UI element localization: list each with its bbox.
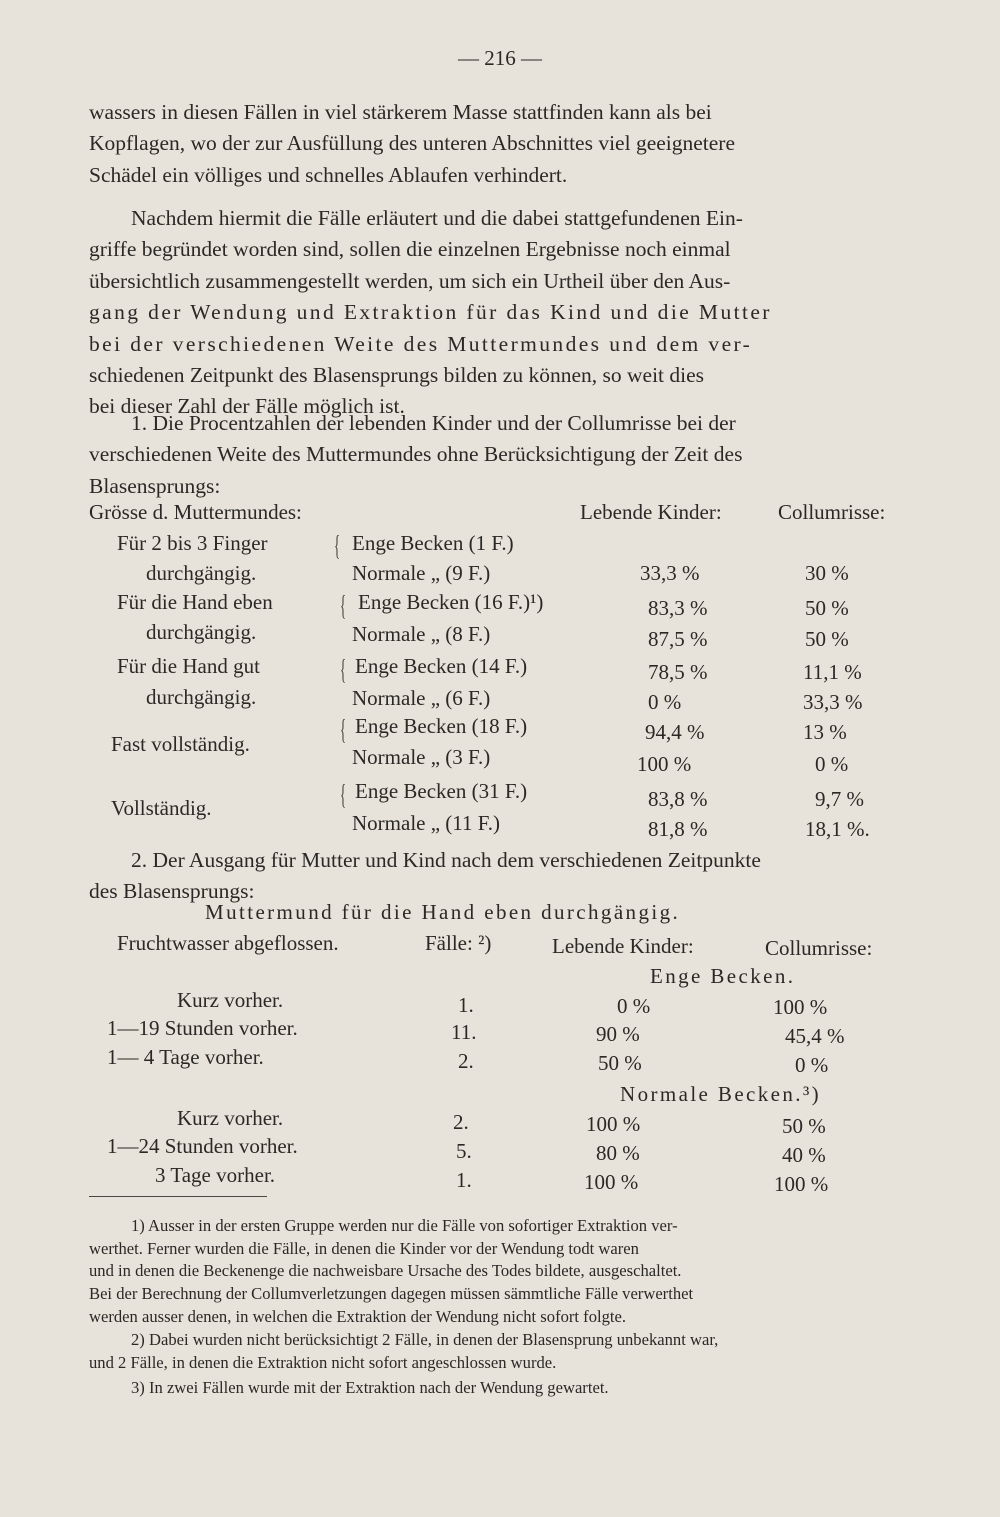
table-2-subtitle: Muttermund für die Hand eben durchgängig. (205, 900, 681, 924)
ruptures-cell: 0 % (815, 752, 849, 776)
footnote-line: Bei der Berechnung der Collumverletzungen dagegen müssen sämmtliche Fälle verwerthet (89, 1284, 694, 1304)
cases-cell: 1. (456, 1168, 472, 1192)
group-label: Für 2 bis 3 Finger (117, 531, 268, 555)
summary-paragraph (89, 203, 906, 423)
children-cell: 83,8 % (648, 787, 708, 811)
column-header-size: Grösse d. Muttermundes: (89, 500, 302, 524)
children-cell: 81,8 % (648, 817, 708, 841)
intro-paragraph (89, 97, 906, 191)
text-line: bei der verschiedenen Weite des Muttermundes und dem ver- (89, 331, 753, 356)
footnote-divider (89, 1196, 267, 1197)
pelvis-cell: Normale „ (11 F.) (352, 811, 500, 835)
text-line: gang der Wendung und Extraktion für das Kind und die Mutter (89, 300, 772, 325)
time-cell: 1— 4 Tage vorher. (107, 1045, 264, 1069)
text-line: Schädel ein völliges und schnelles Ablaufen verhindert. (89, 162, 568, 187)
cases-cell: 2. (453, 1110, 469, 1134)
column-header-ruptures: Collumrisse: (778, 500, 886, 524)
group-label: Für die Hand eben (117, 590, 273, 614)
text-line: des Blasensprungs: (89, 879, 255, 904)
pelvis-cell: Enge Becken (1 F.) (352, 531, 514, 555)
text-line: 1. Die Procentzahlen der lebenden Kinder und der Collumrisse bei der (131, 411, 736, 435)
ruptures-cell: 9,7 % (815, 787, 864, 811)
children-cell: 0 % (648, 690, 682, 714)
section-1-heading (89, 408, 906, 502)
time-cell: Kurz vorher. (177, 988, 284, 1012)
text-line: griffe begründet worden sind, sollen die einzelnen Ergebnisse noch einmal (89, 237, 731, 262)
ruptures-cell: 18,1 %. (805, 817, 870, 841)
brace-icon: { (340, 591, 347, 622)
text-line: verschiedenen Weite des Muttermundes ohne Berücksichtigung der Zeit des (89, 442, 743, 467)
children-cell: 50 % (598, 1051, 642, 1075)
cases-cell: 1. (458, 993, 474, 1017)
pelvis-cell: Enge Becken (16 F.)¹) (358, 590, 544, 614)
footnote-line: 3) In zwei Fällen wurde mit der Extraktion nach der Wendung gewartet. (131, 1378, 609, 1397)
time-cell: Kurz vorher. (177, 1106, 284, 1130)
children-cell: 94,4 % (645, 720, 705, 744)
text-line: 2. Der Ausgang für Mutter und Kind nach dem verschiedenen Zeitpunkte (131, 848, 761, 872)
children-cell: 100 % (586, 1112, 641, 1136)
children-cell: 100 % (637, 752, 692, 776)
brace-icon: { (340, 655, 347, 686)
column-header-cases: Fälle: ²) (425, 931, 492, 955)
footnote-line: werthet. Ferner wurden die Fälle, in denen die Kinder vor der Wendung todt waren (89, 1238, 639, 1258)
time-cell: 3 Tage vorher. (155, 1163, 276, 1187)
ruptures-cell: 0 % (795, 1053, 829, 1077)
children-cell: 0 % (617, 994, 651, 1018)
ruptures-cell: 100 % (773, 995, 828, 1019)
page-number: — 216 — (458, 46, 542, 70)
ruptures-cell: 50 % (805, 627, 849, 651)
pelvis-cell: Normale „ (6 F.) (352, 686, 491, 710)
children-cell: 87,5 % (648, 627, 708, 651)
children-cell: 83,3 % (648, 596, 708, 620)
pelvis-cell: Normale „ (9 F.) (352, 561, 491, 585)
footnote-line: und 2 Fälle, in denen die Extraktion nicht sofort angeschlossen wurde. (89, 1352, 557, 1372)
section-title: Normale Becken.³) (620, 1082, 822, 1106)
pelvis-cell: Normale „ (3 F.) (352, 745, 491, 769)
footnote-2 (89, 1329, 906, 1374)
column-header-water: Fruchtwasser abgeflossen. (117, 931, 339, 955)
brace-icon: { (340, 780, 347, 811)
ruptures-cell: 50 % (782, 1114, 826, 1138)
time-cell: 1—19 Stunden vorher. (107, 1016, 298, 1040)
footnote-line: werden ausser denen, in welchen die Extraktion der Wendung nicht sofort folgte. (89, 1306, 627, 1326)
text-line: Nachdem hiermit die Fälle erläutert und die dabei stattgefundenen Ein- (131, 206, 743, 230)
ruptures-cell: 11,1 % (803, 660, 862, 684)
section-2-heading (89, 845, 906, 908)
footnote-1 (89, 1215, 906, 1329)
group-label: Vollständig. (111, 796, 212, 820)
column-header-ruptures: Collumrisse: (765, 936, 873, 960)
brace-icon: { (340, 715, 347, 746)
group-label: durchgängig. (146, 685, 257, 709)
column-header-children: Lebende Kinder: (552, 934, 694, 958)
children-cell: 33,3 % (640, 561, 700, 585)
ruptures-cell: 13 % (803, 720, 847, 744)
group-label: Fast vollständig. (111, 732, 250, 756)
children-cell: 100 % (584, 1170, 639, 1194)
children-cell: 80 % (596, 1141, 640, 1165)
cases-cell: 5. (456, 1139, 472, 1163)
footnote-3 (89, 1377, 906, 1400)
footnote-line: und in denen die Beckenenge die nachweisbare Ursache des Todes bildete, ausgeschaltet. (89, 1261, 682, 1281)
cases-cell: 11. (451, 1020, 477, 1044)
text-line: übersichtlich zusammengestellt werden, um sich ein Urtheil über den Aus- (89, 268, 731, 293)
column-header-children: Lebende Kinder: (580, 500, 722, 524)
group-label: Für die Hand gut (117, 654, 260, 678)
text-line: schiedenen Zeitpunkt des Blasensprungs bilden zu können, so weit dies (89, 363, 705, 388)
pelvis-cell: Enge Becken (18 F.) (355, 714, 528, 738)
ruptures-cell: 100 % (774, 1172, 829, 1196)
ruptures-cell: 50 % (805, 596, 849, 620)
ruptures-cell: 40 % (782, 1143, 826, 1167)
text-line: wassers in diesen Fällen in viel stärkerem Masse stattfinden kann als bei (89, 100, 712, 124)
ruptures-cell: 33,3 % (803, 690, 863, 714)
text-line: Kopflagen, wo der zur Ausfüllung des unteren Abschnittes viel geeignetere (89, 131, 736, 156)
group-label: durchgängig. (146, 561, 257, 585)
footnote-line: 2) Dabei wurden nicht berücksichtigt 2 Fälle, in denen der Blasensprung unbekannt war, (131, 1330, 719, 1349)
pelvis-cell: Enge Becken (31 F.) (355, 779, 528, 803)
pelvis-cell: Normale „ (8 F.) (352, 622, 491, 646)
children-cell: 90 % (596, 1022, 640, 1046)
text-line: Blasensprungs: (89, 473, 221, 498)
children-cell: 78,5 % (648, 660, 708, 684)
ruptures-cell: 30 % (805, 561, 849, 585)
cases-cell: 2. (458, 1049, 474, 1073)
group-label: durchgängig. (146, 620, 257, 644)
time-cell: 1—24 Stunden vorher. (107, 1134, 298, 1158)
text-line: bei dieser Zahl der Fälle möglich ist. (89, 394, 405, 419)
ruptures-cell: 45,4 % (785, 1024, 845, 1048)
section-title: Enge Becken. (650, 964, 796, 988)
brace-icon: { (334, 531, 341, 562)
pelvis-cell: Enge Becken (14 F.) (355, 654, 528, 678)
footnote-line: 1) Ausser in der ersten Gruppe werden nur die Fälle von sofortiger Extraktion ver- (131, 1216, 678, 1235)
